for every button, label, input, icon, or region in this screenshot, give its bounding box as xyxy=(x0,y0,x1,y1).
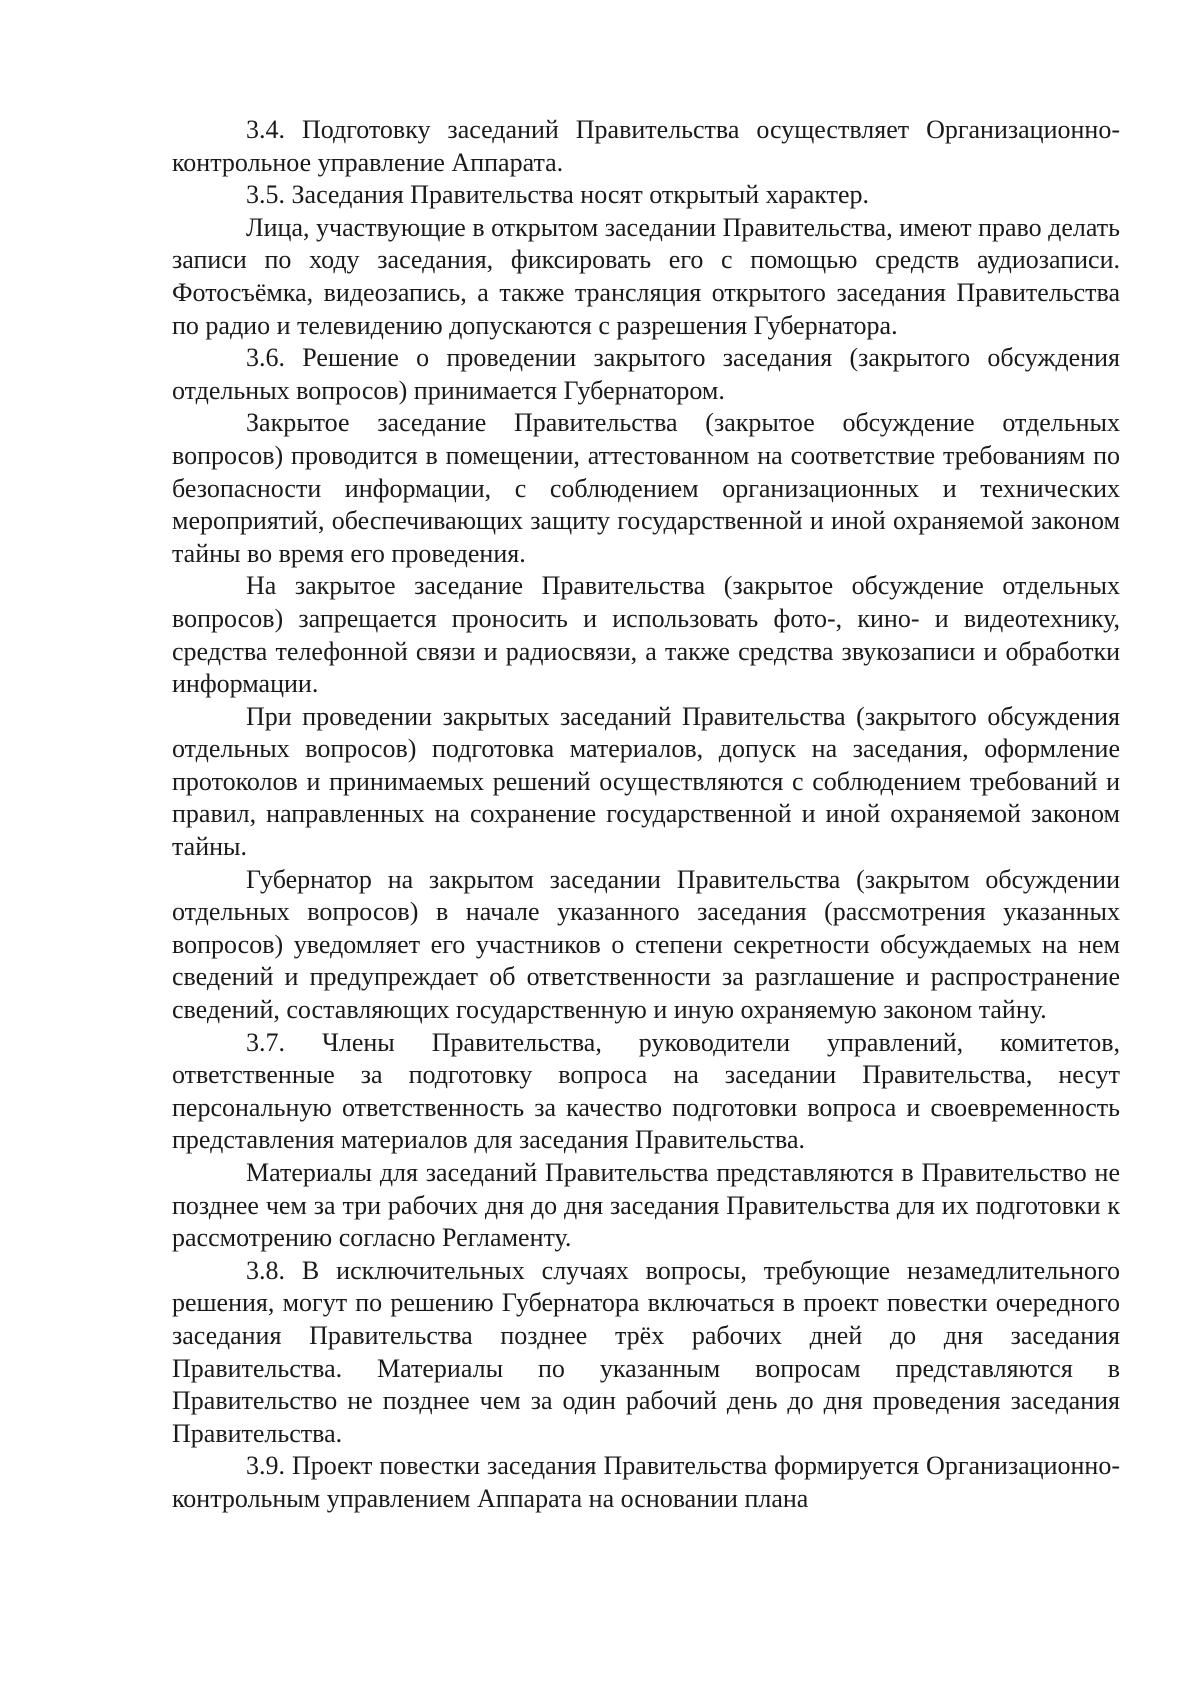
paragraph-3-9: 3.9. Проект повестки заседания Правительства формируется Организационно-контрольным управлением Аппарата на основании плана xyxy=(172,1451,1120,1513)
paragraph-closed-session-devices: На закрытое заседание Правительства (закрытое обсуждение отдельных вопросов) запрещается проносить и использовать фото-, кино- и видеотехнику, средства телефонной связи и радиосвязи, а также средства звукозаписи и обработки информации. xyxy=(172,571,1120,699)
paragraph-open-session-recording: Лица, участвующие в открытом заседании Правительства, имеют право делать записи по ходу заседания, фиксировать его с помощью средств аудиозаписи. Фотосъёмка, видеозапись, а также трансляция открытого заседания Правительства по радио и телевидению допускаются с разрешения Губернатора. xyxy=(172,212,1120,340)
paragraph-3-6: 3.6. Решение о проведении закрытого заседания (закрытого обсуждения отдельных вопросов) принимается Губернатором. xyxy=(172,343,1120,405)
paragraph-closed-session-materials: При проведении закрытых заседаний Правительства (закрытого обсуждения отдельных вопросов) подготовка материалов, допуск на заседания, оформление протоколов и принимаемых решений осуществляются с соблюдением требований и правил, направленных на сохранение государственной и иной охраняемой законом тайны. xyxy=(172,701,1120,862)
paragraph-3-7: 3.7. Члены Правительства, руководители управлений, комитетов, ответственные за подготовку вопроса на заседании Правительства, несут персональную ответственность за качество подготовки вопроса и своевременность представления материалов для заседания Правительства. xyxy=(172,1027,1120,1155)
paragraph-closed-session-premises: Закрытое заседание Правительства (закрытое обсуждение отдельных вопросов) проводится в помещении, аттестованном на соответствие требованиям по безопасности информации, с соблюдением организационных и технических мероприятий, обеспечивающих защиту государственной и иной охраняемой законом тайны во время его проведения. xyxy=(172,408,1120,568)
paragraph-materials-deadline: Материалы для заседаний Правительства представляются в Правительство не позднее чем за три рабочих дня до дня заседания Правительства для их подготовки к рассмотрению согласно Регламенту. xyxy=(172,1158,1120,1253)
paragraph-3-4: 3.4. Подготовку заседаний Правительства осуществляет Организационно-контрольное управление Аппарата. xyxy=(172,115,1120,177)
paragraph-governor-notification: Губернатор на закрытом заседании Правительства (закрытом обсуждении отдельных вопросов) в начале указанного заседания (рассмотрения указанных вопросов) уведомляет его участников о степени секретности обсуждаемых на нем сведений и предупреждает об ответственности за разглашение и распространение сведений, составляющих государственную и иную охраняемую законом тайну. xyxy=(172,864,1120,1025)
document-page xyxy=(172,114,1120,1516)
paragraph-3-8: 3.8. В исключительных случаях вопросы, требующие незамедлительного решения, могут по решению Губернатора включаться в проект повестки очередного заседания Правительства позднее трёх рабочих дней до дня заседания Правительства. Материалы по указанным вопросам представляются в Правительство не позднее чем за один рабочий день до дня проведения заседания Правительства. xyxy=(172,1255,1120,1448)
paragraph-3-5: 3.5. Заседания Правительства носят открытый характер. xyxy=(246,180,870,210)
